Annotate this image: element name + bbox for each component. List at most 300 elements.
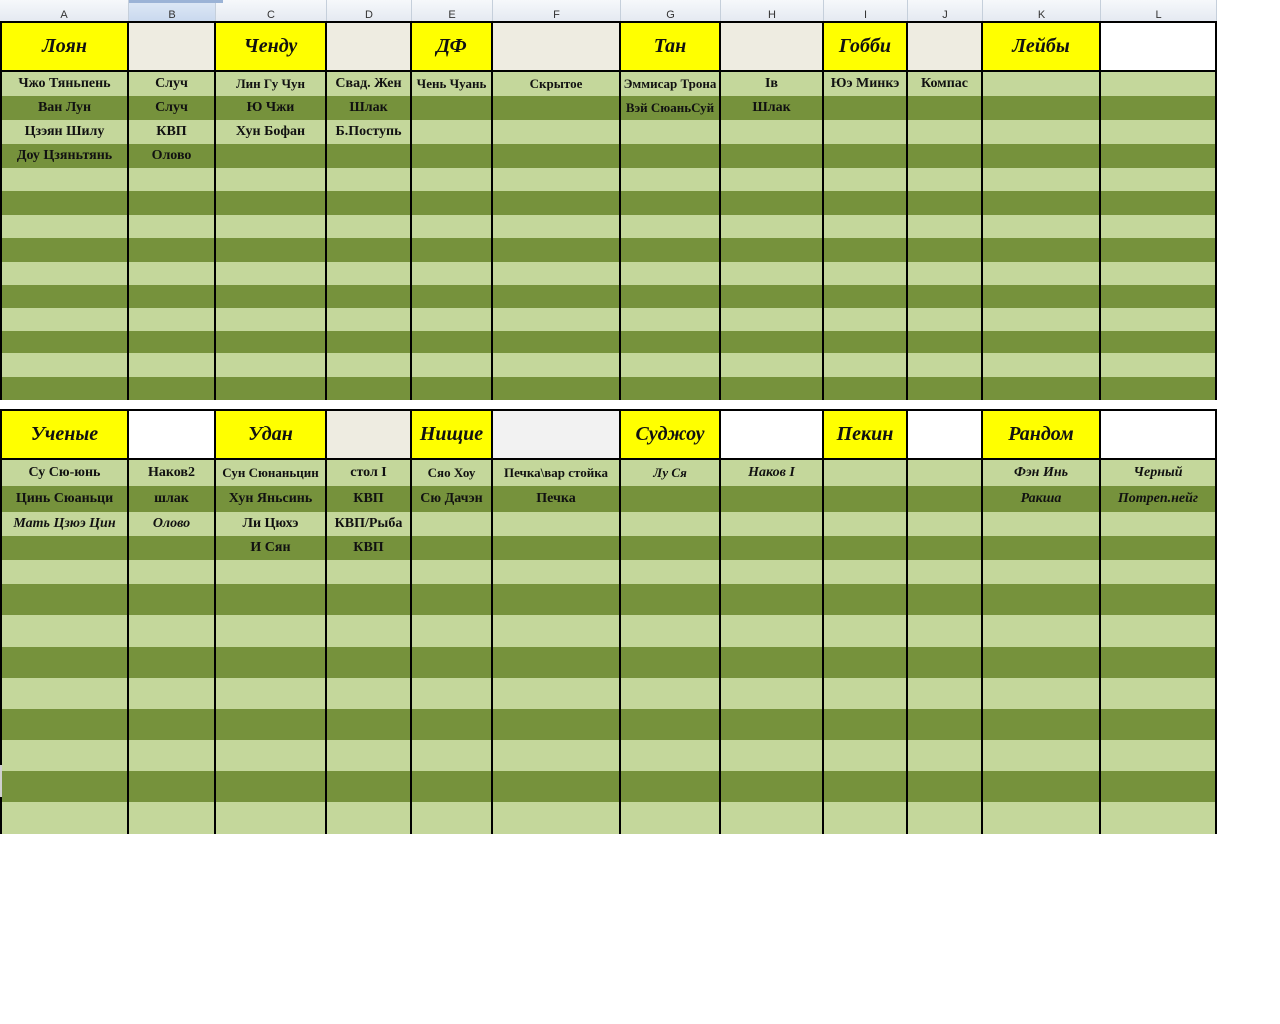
table-cell[interactable] (129, 584, 216, 615)
table-cell[interactable] (908, 96, 983, 120)
table-cell[interactable] (824, 285, 908, 308)
table-cell[interactable] (327, 215, 412, 238)
table-cell[interactable] (908, 771, 983, 802)
table-cell[interactable] (621, 740, 721, 771)
table-cell[interactable] (0, 215, 129, 238)
table-cell[interactable] (983, 331, 1101, 353)
table-cell[interactable] (1101, 512, 1217, 536)
table-cell[interactable] (1101, 72, 1217, 96)
table-cell[interactable] (129, 285, 216, 308)
table-cell[interactable] (216, 560, 327, 584)
table-cell[interactable] (908, 615, 983, 647)
table-cell[interactable] (216, 191, 327, 215)
table-cell[interactable] (0, 238, 129, 262)
table-cell[interactable] (721, 560, 824, 584)
table-cell[interactable] (721, 120, 824, 144)
table-cell[interactable]: Случ (129, 96, 216, 120)
table-cell[interactable] (0, 678, 129, 709)
column-header-g[interactable]: G (621, 0, 721, 22)
table-cell[interactable] (327, 353, 412, 377)
table-cell[interactable] (327, 584, 412, 615)
table-cell[interactable]: Сяо Хоу (412, 460, 493, 486)
table-cell[interactable] (721, 802, 824, 834)
table-cell[interactable]: Наков2 (129, 460, 216, 486)
table-cell[interactable] (908, 709, 983, 740)
table-cell[interactable] (908, 308, 983, 331)
table-cell[interactable] (493, 740, 621, 771)
table-cell[interactable] (721, 308, 824, 331)
table-cell[interactable] (621, 377, 721, 400)
group-header-cell[interactable]: ДФ (412, 23, 493, 70)
column-header-j[interactable]: J (908, 0, 983, 22)
table-cell[interactable] (621, 709, 721, 740)
table-cell[interactable] (0, 191, 129, 215)
table-cell[interactable] (824, 168, 908, 191)
table-cell[interactable] (129, 615, 216, 647)
table-cell[interactable] (983, 584, 1101, 615)
table-cell[interactable]: Свад. Жен (327, 72, 412, 96)
table-cell[interactable] (1101, 584, 1217, 615)
table-cell[interactable] (412, 802, 493, 834)
table-cell[interactable]: Ю Чжи (216, 96, 327, 120)
table-cell[interactable] (412, 353, 493, 377)
table-cell[interactable] (1101, 238, 1217, 262)
table-cell[interactable]: Юэ Минкэ (824, 72, 908, 96)
table-cell[interactable]: Сю Дачэн (412, 486, 493, 512)
table-cell[interactable] (824, 144, 908, 168)
table-cell[interactable] (1101, 377, 1217, 400)
table-cell[interactable] (327, 144, 412, 168)
table-cell[interactable] (0, 771, 129, 802)
table-cell[interactable] (824, 802, 908, 834)
table-cell[interactable] (493, 560, 621, 584)
header-blank-cell[interactable] (908, 411, 983, 458)
table-cell[interactable] (412, 771, 493, 802)
column-header-d[interactable]: D (327, 0, 412, 22)
header-blank-cell[interactable] (721, 411, 824, 458)
table-cell[interactable]: Чень Чуань (412, 72, 493, 96)
table-cell[interactable] (908, 215, 983, 238)
table-cell[interactable]: Цинь Сюаньци (0, 486, 129, 512)
table-cell[interactable] (216, 238, 327, 262)
table-cell[interactable] (721, 215, 824, 238)
table-cell[interactable] (824, 308, 908, 331)
group-header-cell[interactable]: Ученые (0, 411, 129, 458)
table-cell[interactable] (216, 331, 327, 353)
table-cell[interactable] (493, 262, 621, 285)
table-cell[interactable] (216, 802, 327, 834)
column-header-f[interactable]: F (493, 0, 621, 22)
table-cell[interactable] (908, 802, 983, 834)
table-cell[interactable] (908, 238, 983, 262)
table-cell[interactable] (129, 740, 216, 771)
column-header-k[interactable]: K (983, 0, 1101, 22)
table-cell[interactable]: шлак (129, 486, 216, 512)
header-blank-cell[interactable] (493, 411, 621, 458)
table-cell[interactable] (824, 215, 908, 238)
table-cell[interactable] (908, 191, 983, 215)
table-cell[interactable] (412, 512, 493, 536)
table-cell[interactable] (216, 377, 327, 400)
table-cell[interactable] (129, 536, 216, 560)
table-cell[interactable] (908, 285, 983, 308)
table-cell[interactable] (983, 709, 1101, 740)
table-cell[interactable] (824, 353, 908, 377)
table-cell[interactable] (621, 168, 721, 191)
table-cell[interactable] (412, 584, 493, 615)
table-cell[interactable] (412, 536, 493, 560)
group-header-cell[interactable]: Нищие (412, 411, 493, 458)
table-cell[interactable] (412, 560, 493, 584)
table-cell[interactable]: Доу Цзяньтянь (0, 144, 129, 168)
table-cell[interactable]: Мать Цзюэ Цин (0, 512, 129, 536)
table-cell[interactable] (908, 353, 983, 377)
table-cell[interactable] (0, 536, 129, 560)
table-cell[interactable] (1101, 168, 1217, 191)
table-cell[interactable] (721, 771, 824, 802)
table-cell[interactable] (1101, 331, 1217, 353)
table-cell[interactable] (412, 678, 493, 709)
table-cell[interactable] (129, 238, 216, 262)
table-cell[interactable] (1101, 285, 1217, 308)
table-cell[interactable] (493, 536, 621, 560)
table-cell[interactable] (621, 678, 721, 709)
header-blank-cell[interactable] (129, 411, 216, 458)
table-cell[interactable] (721, 144, 824, 168)
table-cell[interactable] (721, 678, 824, 709)
table-cell[interactable] (721, 331, 824, 353)
table-cell[interactable] (824, 536, 908, 560)
table-cell[interactable] (721, 512, 824, 536)
table-cell[interactable]: Шлак (327, 96, 412, 120)
table-cell[interactable] (327, 377, 412, 400)
table-cell[interactable] (129, 802, 216, 834)
table-cell[interactable]: Iв (721, 72, 824, 96)
table-cell[interactable] (412, 96, 493, 120)
table-cell[interactable] (493, 96, 621, 120)
table-cell[interactable] (0, 740, 129, 771)
table-cell[interactable]: Компас (908, 72, 983, 96)
table-cell[interactable] (721, 536, 824, 560)
table-cell[interactable] (983, 802, 1101, 834)
table-cell[interactable] (908, 262, 983, 285)
table-cell[interactable] (824, 460, 908, 486)
table-cell[interactable] (721, 377, 824, 400)
table-cell[interactable] (621, 120, 721, 144)
table-cell[interactable] (412, 215, 493, 238)
header-blank-cell[interactable] (1101, 23, 1217, 70)
table-cell[interactable] (493, 512, 621, 536)
table-cell[interactable] (129, 308, 216, 331)
table-cell[interactable] (1101, 709, 1217, 740)
table-cell[interactable] (1101, 262, 1217, 285)
table-cell[interactable] (721, 709, 824, 740)
header-blank-cell[interactable] (493, 23, 621, 70)
table-cell[interactable]: КВП (327, 536, 412, 560)
group-header-cell[interactable]: Лоян (0, 23, 129, 70)
table-cell[interactable] (0, 377, 129, 400)
table-cell[interactable] (0, 331, 129, 353)
table-cell[interactable] (129, 168, 216, 191)
table-cell[interactable] (721, 285, 824, 308)
table-cell[interactable] (621, 802, 721, 834)
header-blank-cell[interactable] (908, 23, 983, 70)
table-cell[interactable] (0, 647, 129, 678)
table-cell[interactable] (129, 647, 216, 678)
table-cell[interactable] (493, 238, 621, 262)
table-cell[interactable] (0, 308, 129, 331)
table-cell[interactable] (327, 168, 412, 191)
table-cell[interactable] (0, 584, 129, 615)
table-cell[interactable] (908, 584, 983, 615)
group-header-cell[interactable]: Лейбы (983, 23, 1101, 70)
table-cell[interactable]: стол I (327, 460, 412, 486)
table-cell[interactable] (983, 678, 1101, 709)
table-cell[interactable] (983, 238, 1101, 262)
table-cell[interactable] (824, 560, 908, 584)
table-cell[interactable] (327, 262, 412, 285)
table-cell[interactable] (327, 740, 412, 771)
table-cell[interactable] (1101, 615, 1217, 647)
table-cell[interactable] (216, 215, 327, 238)
table-cell[interactable] (621, 144, 721, 168)
table-cell[interactable] (983, 771, 1101, 802)
table-cell[interactable]: Фэн Инь (983, 460, 1101, 486)
table-cell[interactable] (621, 584, 721, 615)
table-cell[interactable] (824, 678, 908, 709)
table-cell[interactable] (824, 486, 908, 512)
table-cell[interactable]: Б.Поступь (327, 120, 412, 144)
table-cell[interactable] (621, 486, 721, 512)
table-cell[interactable] (216, 678, 327, 709)
table-cell[interactable] (1101, 120, 1217, 144)
table-cell[interactable] (327, 615, 412, 647)
column-header-c[interactable]: C (216, 0, 327, 22)
table-cell[interactable] (412, 285, 493, 308)
table-cell[interactable]: Печка\вар стойка (493, 460, 621, 486)
table-cell[interactable] (721, 168, 824, 191)
header-blank-cell[interactable] (327, 411, 412, 458)
table-cell[interactable]: Чжо Тяньпень (0, 72, 129, 96)
table-cell[interactable]: Ван Лун (0, 96, 129, 120)
table-cell[interactable] (621, 560, 721, 584)
table-cell[interactable] (327, 285, 412, 308)
table-cell[interactable]: Печка (493, 486, 621, 512)
table-cell[interactable] (721, 262, 824, 285)
table-cell[interactable] (216, 353, 327, 377)
table-cell[interactable] (983, 308, 1101, 331)
table-cell[interactable] (983, 262, 1101, 285)
group-header-cell[interactable]: Рандом (983, 411, 1101, 458)
table-cell[interactable] (493, 615, 621, 647)
table-cell[interactable] (129, 262, 216, 285)
table-cell[interactable] (493, 168, 621, 191)
table-cell[interactable]: КВП/Рыба (327, 512, 412, 536)
table-cell[interactable] (412, 262, 493, 285)
table-cell[interactable] (493, 584, 621, 615)
header-blank-cell[interactable] (129, 23, 216, 70)
table-cell[interactable] (908, 560, 983, 584)
table-cell[interactable] (824, 615, 908, 647)
table-cell[interactable]: КВП (327, 486, 412, 512)
table-cell[interactable] (129, 709, 216, 740)
table-cell[interactable] (0, 615, 129, 647)
table-cell[interactable] (493, 647, 621, 678)
group-header-cell[interactable]: Тан (621, 23, 721, 70)
table-cell[interactable] (129, 771, 216, 802)
table-cell[interactable]: Случ (129, 72, 216, 96)
table-cell[interactable] (908, 678, 983, 709)
group-header-cell[interactable]: Удан (216, 411, 327, 458)
table-cell[interactable] (493, 144, 621, 168)
table-cell[interactable] (1101, 308, 1217, 331)
table-cell[interactable] (1101, 560, 1217, 584)
table-cell[interactable] (216, 647, 327, 678)
table-cell[interactable]: Олово (129, 512, 216, 536)
table-cell[interactable]: Хун Бофан (216, 120, 327, 144)
table-cell[interactable] (412, 709, 493, 740)
table-cell[interactable] (721, 584, 824, 615)
table-cell[interactable] (1101, 771, 1217, 802)
table-cell[interactable] (412, 377, 493, 400)
table-cell[interactable] (327, 191, 412, 215)
table-cell[interactable] (493, 191, 621, 215)
table-cell[interactable]: Ли Цюхэ (216, 512, 327, 536)
table-cell[interactable] (824, 771, 908, 802)
table-cell[interactable] (493, 802, 621, 834)
table-cell[interactable] (983, 191, 1101, 215)
table-cell[interactable] (0, 285, 129, 308)
table-cell[interactable]: Наков I (721, 460, 824, 486)
table-cell[interactable] (1101, 96, 1217, 120)
table-cell[interactable] (493, 308, 621, 331)
table-cell[interactable]: Олово (129, 144, 216, 168)
table-cell[interactable] (983, 215, 1101, 238)
table-cell[interactable]: Вэй СюаньСуй (621, 96, 721, 120)
table-cell[interactable] (824, 709, 908, 740)
table-cell[interactable] (721, 615, 824, 647)
table-cell[interactable]: Цзэян Шилу (0, 120, 129, 144)
table-cell[interactable] (412, 740, 493, 771)
table-cell[interactable] (216, 144, 327, 168)
table-cell[interactable] (824, 584, 908, 615)
table-cell[interactable] (327, 709, 412, 740)
column-header-e[interactable]: E (412, 0, 493, 22)
table-cell[interactable] (216, 740, 327, 771)
table-cell[interactable] (983, 536, 1101, 560)
table-cell[interactable] (621, 771, 721, 802)
table-cell[interactable] (908, 740, 983, 771)
table-cell[interactable] (721, 740, 824, 771)
table-cell[interactable] (621, 262, 721, 285)
table-cell[interactable] (721, 238, 824, 262)
table-cell[interactable] (908, 512, 983, 536)
column-header-l[interactable]: L (1101, 0, 1217, 22)
table-cell[interactable] (412, 647, 493, 678)
table-cell[interactable] (327, 560, 412, 584)
table-cell[interactable] (327, 802, 412, 834)
table-cell[interactable] (908, 144, 983, 168)
group-header-cell[interactable]: Ченду (216, 23, 327, 70)
table-cell[interactable] (327, 331, 412, 353)
column-header-b[interactable]: B (129, 0, 216, 22)
table-cell[interactable] (493, 771, 621, 802)
table-cell[interactable] (983, 615, 1101, 647)
table-cell[interactable] (908, 536, 983, 560)
table-cell[interactable] (129, 678, 216, 709)
header-blank-cell[interactable] (1101, 411, 1217, 458)
table-cell[interactable] (327, 308, 412, 331)
table-cell[interactable]: Сун Сюнаньцин (216, 460, 327, 486)
table-cell[interactable] (0, 560, 129, 584)
table-cell[interactable] (216, 771, 327, 802)
table-cell[interactable] (824, 238, 908, 262)
table-cell[interactable]: Скрытое (493, 72, 621, 96)
table-cell[interactable] (983, 740, 1101, 771)
table-cell[interactable] (412, 120, 493, 144)
table-cell[interactable] (0, 168, 129, 191)
table-cell[interactable] (493, 709, 621, 740)
table-cell[interactable] (983, 120, 1101, 144)
table-cell[interactable] (621, 615, 721, 647)
table-cell[interactable]: Черный (1101, 460, 1217, 486)
table-cell[interactable] (129, 560, 216, 584)
column-header-a[interactable]: A (0, 0, 129, 22)
table-cell[interactable] (1101, 215, 1217, 238)
table-cell[interactable] (983, 512, 1101, 536)
table-cell[interactable] (983, 353, 1101, 377)
table-cell[interactable] (412, 331, 493, 353)
table-cell[interactable] (0, 802, 129, 834)
table-cell[interactable] (216, 584, 327, 615)
table-cell[interactable] (1101, 740, 1217, 771)
table-cell[interactable] (216, 262, 327, 285)
table-cell[interactable] (621, 647, 721, 678)
table-cell[interactable] (983, 96, 1101, 120)
table-cell[interactable]: Эммисар Трона (621, 72, 721, 96)
table-cell[interactable]: Лин Гу Чун (216, 72, 327, 96)
table-cell[interactable] (0, 262, 129, 285)
table-cell[interactable] (216, 308, 327, 331)
table-cell[interactable] (1101, 678, 1217, 709)
table-cell[interactable] (908, 647, 983, 678)
table-cell[interactable] (412, 191, 493, 215)
table-cell[interactable] (908, 460, 983, 486)
table-cell[interactable] (824, 331, 908, 353)
column-header-i[interactable]: I (824, 0, 908, 22)
table-cell[interactable] (412, 238, 493, 262)
table-cell[interactable] (412, 144, 493, 168)
table-cell[interactable] (621, 191, 721, 215)
table-cell[interactable]: Шлак (721, 96, 824, 120)
table-cell[interactable] (908, 486, 983, 512)
table-cell[interactable] (129, 191, 216, 215)
table-cell[interactable] (1101, 647, 1217, 678)
table-cell[interactable] (621, 238, 721, 262)
table-cell[interactable] (983, 377, 1101, 400)
table-cell[interactable] (493, 120, 621, 144)
table-cell[interactable]: И Сян (216, 536, 327, 560)
table-cell[interactable] (493, 331, 621, 353)
table-cell[interactable] (129, 353, 216, 377)
table-cell[interactable] (216, 615, 327, 647)
table-cell[interactable] (721, 191, 824, 215)
table-cell[interactable] (327, 771, 412, 802)
table-cell[interactable] (327, 678, 412, 709)
table-cell[interactable] (983, 144, 1101, 168)
table-cell[interactable] (824, 512, 908, 536)
table-cell[interactable] (0, 709, 129, 740)
